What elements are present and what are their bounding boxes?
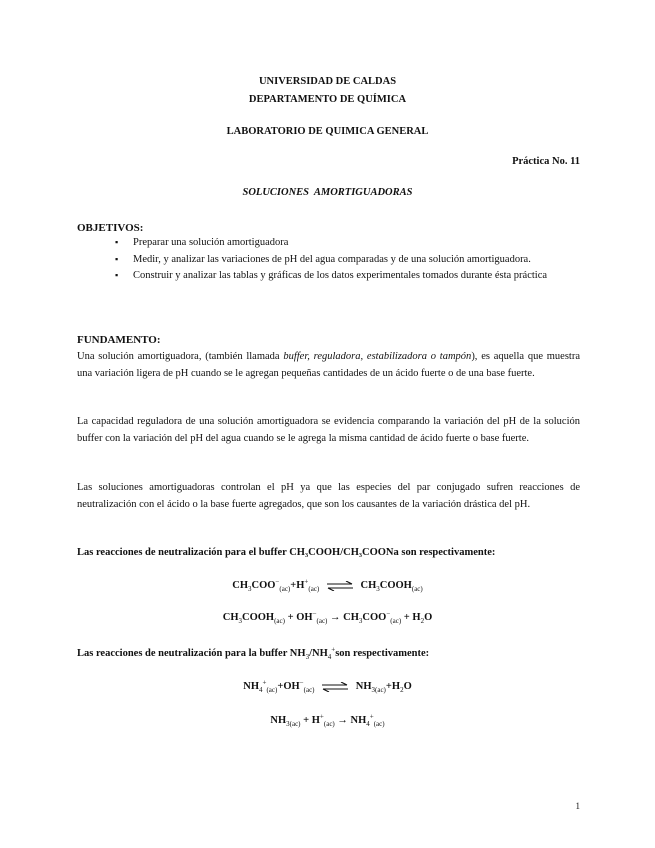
objetivos-list [115, 235, 580, 285]
bullet-icon: ▪ [115, 237, 119, 247]
equation-acetate-base: $CH_3COOH_{(ac)} + OH^-_{(ac)} \to CH_3COO^-_{(ac)} + H_2O$ [222, 609, 433, 626]
lab-name: LABORATORIO DE QUIMICA GENERAL [226, 126, 429, 137]
page-number: 1 [575, 801, 580, 811]
list-item: ▪ Preparar una solución amortiguadora [115, 235, 580, 251]
equation-ammonia-acid: $NH_{3(ac)} + H^+_{(ac)} \to NH_4^+_{(ac)}$ [270, 712, 385, 729]
university-name: UNIVERSIDAD DE CALDAS [258, 76, 397, 87]
reactions-intro-acetate: Las reacciones de neutralización para el buffer CH₃COOH/CH₃COONa son respectivamente: [77, 547, 496, 558]
practice-title: SOLUCIONES AMORTIGUADORAS [242, 187, 413, 198]
equation-ammonium-base: $NH_4^+_{(ac)}+OH^-_{(ac)}$ $NH_{3(ac)}+H_2O$ [243, 678, 412, 695]
equation-acetate-acid: $CH_3COO^-_{(ac)}+H^+_{(ac)}$ $CH_3COOH_{(ac)}$ [232, 577, 423, 594]
paragraph-definition: Una solución amortiguadora, (también llamada buffer, reguladora, estabilizadora o tampón), es aquella que muestra una variación ligera de pH cuando se le agregan pequeñas cantidades de un ácido fuerte o de una base fuerte. [77, 351, 580, 379]
bullet-icon: ▪ [115, 270, 119, 280]
reactions-intro-ammonia: Las reacciones de neutralización para la buffer $NH_3/NH_4^+son$ respectivamente: [77, 645, 430, 662]
equilibrium-arrow-icon [326, 581, 354, 591]
fundamento-heading: FUNDAMENTO: [77, 334, 161, 346]
objetivos-heading: OBJETIVOS: [77, 222, 144, 234]
equilibrium-arrow-icon [321, 682, 349, 692]
department-name: DEPARTAMENTO DE QUÍMICA [248, 94, 407, 105]
practice-number: Práctica No. 11 [512, 156, 580, 167]
paragraph-capacity: La capacidad reguladora de una solución amortiguadora se evidencia comparando la variación del pH de la solución buffer con la variación del pH del agua cuando se le agrega la misma cantidad de ácido fuerte o base fuerte. [77, 416, 580, 444]
list-item: ▪ Medir, y analizar las variaciones de pH del agua comparadas y de una solución amortiguadora. [115, 252, 580, 268]
list-item: ▪ Construir y analizar las tablas y gráficas de los datos experimentales tomados durante ésta práctica [115, 268, 580, 284]
paragraph-control: Las soluciones amortiguadoras controlan el pH ya que las especies del par conjugado sufren reacciones de neutralización con el ácido o la base fuerte agregados, que son los causantes de la variación drástica del pH. [77, 482, 580, 510]
bullet-icon: ▪ [115, 253, 119, 264]
